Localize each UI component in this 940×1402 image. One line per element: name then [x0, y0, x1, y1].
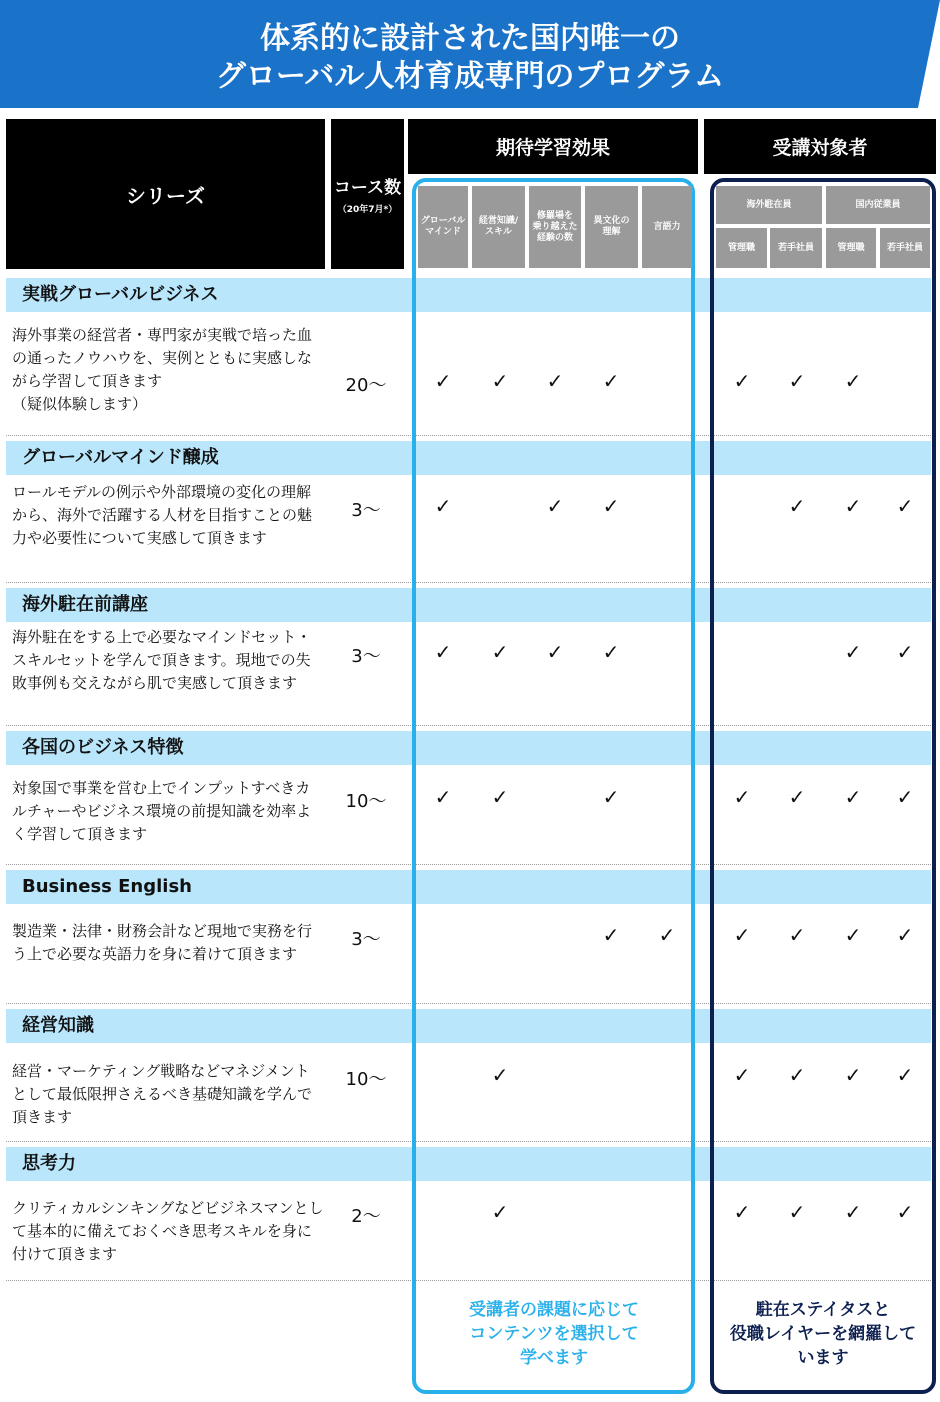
check-icon: ✓ [788, 1200, 806, 1224]
target-role-subheader: 管理職 [716, 228, 767, 268]
series-description: 対象国で事業を営む上でインプットすべきカルチャーやビジネス環境の前提知識を効率よく学習して頂きます [12, 779, 312, 843]
series-name: 実戦グローバルビジネス [22, 284, 219, 305]
effects-highlight-box [412, 178, 695, 1394]
check-icon: ✓ [733, 369, 751, 393]
check-icon: ✓ [491, 369, 509, 393]
check-icon: ✓ [896, 1200, 914, 1224]
check-icon: ✓ [434, 369, 452, 393]
check-icon: ✓ [844, 640, 862, 664]
check-icon: ✓ [491, 1200, 509, 1224]
series-name: 経営知識 [22, 1015, 94, 1036]
check-icon: ✓ [491, 640, 509, 664]
target-role-subheader: 若手社員 [770, 228, 822, 268]
effect-subheader: 言語力 [642, 186, 692, 268]
check-icon: ✓ [491, 785, 509, 809]
course-count: 3～ [351, 646, 381, 667]
check-icon: ✓ [896, 923, 914, 947]
series-name: 海外駐在前講座 [22, 594, 148, 615]
check-icon: ✓ [896, 1063, 914, 1087]
course-count: 10～ [345, 791, 387, 812]
check-icon: ✓ [602, 369, 620, 393]
check-icon: ✓ [546, 494, 564, 518]
series-name: 思考力 [22, 1153, 76, 1174]
check-icon: ✓ [491, 1063, 509, 1087]
check-icon: ✓ [602, 640, 620, 664]
check-icon: ✓ [788, 923, 806, 947]
check-icon: ✓ [896, 494, 914, 518]
series-description: 製造業・法律・財務会計など現地で実務を行う上で必要な英語力を身に着けて頂きます [12, 922, 313, 963]
check-icon: ✓ [602, 923, 620, 947]
series-description: ロールモデルの例示や外部環境の変化の理解から、海外で活躍する人材を目指すことの魅力や必要性について実感して頂きます [12, 483, 313, 547]
effects-footer-note: 受講者の課題に応じて コンテンツを選択して 学べます [469, 1300, 639, 1368]
check-icon: ✓ [844, 494, 862, 518]
check-icon: ✓ [844, 923, 862, 947]
effects-header: 期待学習効果 [408, 119, 698, 174]
check-icon: ✓ [546, 640, 564, 664]
series-description: 海外駐在をする上で必要なマインドセット・スキルセットを学んで頂きます。現地での失敗事例も交えながら肌で実感して頂きます [12, 628, 312, 692]
title-banner [0, 0, 940, 108]
count-header-label: コース数 [333, 178, 402, 198]
check-icon: ✓ [844, 369, 862, 393]
check-icon: ✓ [658, 923, 676, 947]
check-icon: ✓ [546, 369, 564, 393]
count-header-note: （20年7月*） [337, 205, 398, 215]
page-title [40, 20, 900, 96]
effect-subheader: 経営知識/ スキル [472, 186, 525, 268]
series-description: 海外事業の経営者・専門家が実戦で培った血の通ったノウハウを、実例とともに実感しながら学習して頂きます （疑似体験します） [12, 326, 313, 413]
check-icon: ✓ [844, 785, 862, 809]
effect-subheader: 修羅場を 乗り越えた 経験の数 [529, 186, 581, 268]
course-count: 20～ [345, 375, 387, 396]
course-count: 10～ [345, 1069, 387, 1090]
series-header: シリーズ [6, 119, 325, 269]
check-icon: ✓ [844, 1200, 862, 1224]
check-icon: ✓ [788, 494, 806, 518]
course-count: 3～ [351, 929, 381, 950]
check-icon: ✓ [733, 1200, 751, 1224]
check-icon: ✓ [788, 369, 806, 393]
series-name: 各国のビジネス特徴 [22, 737, 184, 758]
effect-subheader: グローバル マインド [418, 186, 468, 268]
check-icon: ✓ [733, 923, 751, 947]
check-icon: ✓ [733, 785, 751, 809]
check-icon: ✓ [733, 1063, 751, 1087]
check-icon: ✓ [434, 785, 452, 809]
target-highlight-box [710, 178, 936, 1394]
count-header [331, 119, 404, 269]
target-role-subheader: 管理職 [826, 228, 876, 268]
target-header: 受講対象者 [704, 119, 936, 174]
check-icon: ✓ [602, 785, 620, 809]
target-group-subheader: 海外駐在員 [716, 186, 822, 224]
check-icon: ✓ [434, 494, 452, 518]
title-line2: グローバル人材育成専門のプログラム [215, 59, 725, 94]
course-count: 2～ [351, 1206, 381, 1227]
check-icon: ✓ [788, 1063, 806, 1087]
title-line1: 体系的に設計された国内唯一の [260, 21, 680, 56]
series-description: 経営・マーケティング戦略などマネジメントとして最低限押さえるべき基礎知識を学んで頂きます [12, 1062, 313, 1126]
target-group-subheader: 国内従業員 [826, 186, 930, 224]
series-description: クリティカルシンキングなどビジネスマンとして基本的に備えておくべき思考スキルを身に付けて頂きます [12, 1199, 324, 1263]
series-name: Business English [22, 876, 192, 897]
check-icon: ✓ [788, 785, 806, 809]
target-role-subheader: 若手社員 [880, 228, 930, 268]
series-name: グローバルマインド醸成 [22, 447, 219, 468]
check-icon: ✓ [602, 494, 620, 518]
check-icon: ✓ [896, 640, 914, 664]
effect-subheader: 異文化の 理解 [585, 186, 638, 268]
check-icon: ✓ [434, 640, 452, 664]
check-icon: ✓ [896, 785, 914, 809]
check-icon: ✓ [844, 1063, 862, 1087]
target-footer-note: 駐在ステイタスと 役職レイヤーを網羅して います [729, 1300, 917, 1368]
course-count: 3～ [351, 500, 381, 521]
